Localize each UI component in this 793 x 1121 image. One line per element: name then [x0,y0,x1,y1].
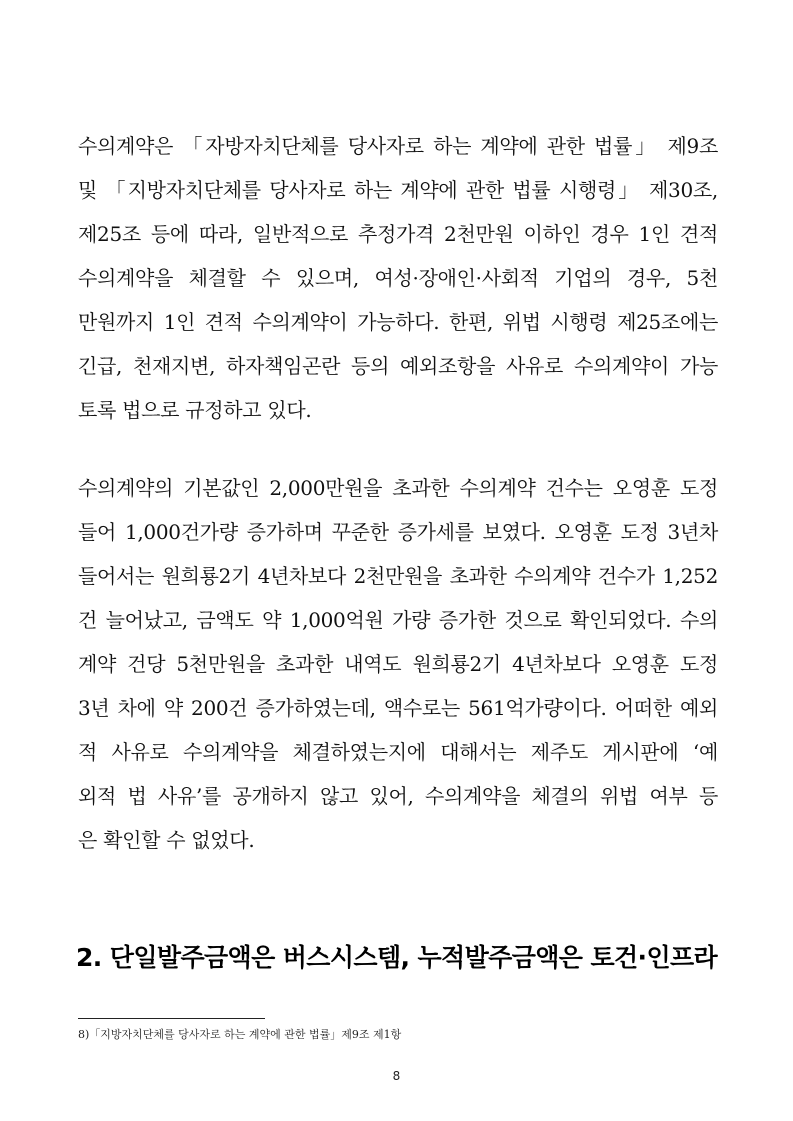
text-line: 은 확인할 수 없었다. [78,828,255,852]
text-line: 및 「지방자치단체를 당사자로 하는 계약에 관한 법률 시행령」 제30조, [78,178,718,202]
text-line: 들어 1,000건가량 증가하며 꾸준한 증가세를 보였다. 오영훈 도정 3년차 [78,520,718,544]
text-line: 적 사유로 수의계약을 체결하였는지에 대해서는 제주도 게시판에 ‘예 [78,740,718,764]
body-paragraph-2 [78,466,718,862]
text-line: 들어서는 원희룡2기 4년차보다 2천만원을 초과한 수의계약 건수가 1,252 [78,564,718,588]
text-line: 토록 법으로 규정하고 있다. [78,398,312,422]
text-line: 외적 법 사유’를 공개하지 않고 있어, 수의계약을 체결의 위법 여부 등 [78,784,718,808]
text-line: 긴급, 천재지변, 하자책임곤란 등의 예외조항을 사유로 수의계약이 가능 [78,354,718,378]
footnote-divider [78,1018,265,1019]
text-line: 수의계약을 체결할 수 있으며, 여성·장애인·사회적 기업의 경우, 5천 [78,266,718,290]
section-heading: 2. 단일발주금액은 버스시스템, 누적발주금액은 토건·인프라 [76,943,718,972]
text-line: 제25조 등에 따라, 일반적으로 추정가격 2천만원 이하인 경우 1인 견적 [78,222,718,246]
text-line: 3년 차에 약 200건 증가하였는데, 액수로는 561억가량이다. 어떠한 예외 [78,696,718,720]
text-line: 만원까지 1인 견적 수의계약이 가능하다. 한편, 위법 시행령 제25조에는 [78,310,718,334]
body-paragraph-1 [78,124,718,432]
text-line: 계약 건당 5천만원을 초과한 내역도 원희룡2기 4년차보다 오영훈 도정 [78,652,718,676]
text-line: 수의계약은 「자방자치단체를 당사자로 하는 계약에 관한 법률」 제9조 [78,134,718,158]
page-number: 8 [392,1069,401,1083]
text-line: 건 늘어났고, 금액도 약 1,000억원 가량 증가한 것으로 확인되었다. 수의 [78,608,718,632]
text-line: 수의계약의 기본값인 2,000만원을 초과한 수의계약 건수는 오영훈 도정 [78,476,718,500]
footnote: 8)「지방자치단체를 당사자로 하는 계약에 관한 법률」제9조 제1항 [78,1028,402,1041]
